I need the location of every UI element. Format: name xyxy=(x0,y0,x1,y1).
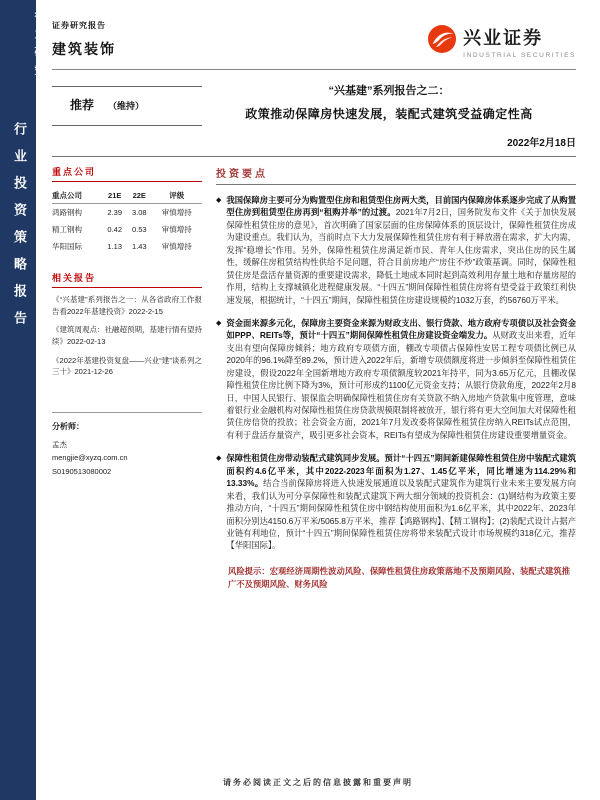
report-date: 2022年2月18日 xyxy=(52,134,576,157)
cell-22e: 3.08 xyxy=(131,208,147,217)
related-report-item: 《2022年基建投资复盘——兴业“建”谈系列之三十》2021-12-26 xyxy=(52,355,202,377)
diamond-bullet-icon: ◆ xyxy=(216,319,222,327)
body-columns xyxy=(52,165,576,591)
cell-22e: 0.53 xyxy=(131,225,147,234)
related-report-item: 《建筑周观点：社融超预期，基建行情有望持续》2022-02-13 xyxy=(52,325,202,346)
sidebar xyxy=(0,0,45,800)
key-companies-table xyxy=(52,188,202,255)
related-report-item: 《“兴基建”系列报告之一：从各省政府工作报告看2022年基建投资》2022-2-15 xyxy=(52,295,202,316)
sidebar-category-label: 行业研究 xyxy=(33,10,45,82)
analyst-email: mengjie@xyzq.com.cn xyxy=(52,453,128,463)
col-rating: 评级 xyxy=(152,188,202,204)
key-companies-heading: 重点公司 xyxy=(52,165,202,182)
sidebar-report-type-label: 行业投资策略报告 xyxy=(12,122,27,338)
cell-rating: 审慎增持 xyxy=(161,208,192,217)
cell-rating: 审慎增持 xyxy=(161,225,192,234)
bullet-body: 从财政支出来看，近年支出有望向保障房倾斜；地方政府专项债方面，棚改专项债占保障性安居工程专项债比例已从2020年的96.1%降至89.2%，预计进入2022年后，新增专项债额度将进一步倾斜至保障性租赁住房建设，假设2022年全国新增地方政府专项债额度较2021年持平，同为3.65万亿元，且棚改保障性租赁住房比例下降为3%，预计可形成约1100亿元资金支持；从银行贷款角度，2022年2月8日，中国人民银行、银保监会明确保障性租赁住房有关贷款不纳入房地产贷款集中度管理，意味着银行业金融机构对保障性租赁住房贷款规模限制将被放开，银行将有更大空间加大对保障性租赁住房信贷的投放；社会资金方面，2021年7月发改委将保障性租赁住房纳入REITs试点范围，有利于盘活存量资产，吸引更多社会资本，REITs有望成为保障性租赁住房建设重要增量资金。 xyxy=(226,330,576,440)
report-title xyxy=(202,80,576,126)
brand-subtitle: INDUSTRIAL SECURITIES xyxy=(463,52,576,59)
cell-21e: 0.42 xyxy=(107,225,123,234)
rating-status: （维持） xyxy=(108,101,145,111)
bullet-item xyxy=(216,452,576,552)
investment-points-heading: 投资要点 xyxy=(216,165,576,185)
analyst-heading: 分析师： xyxy=(52,421,84,431)
report-title-line1: “兴基建”系列报告之二： xyxy=(328,85,450,97)
related-reports-heading: 相关报告 xyxy=(52,271,202,288)
bullet-body: 2021年7月2日，国务院发布文件《关于加快发展保障性租赁住房的意见》，首次明确了国家层面的住房保障体系的顶层设计，保障性租赁住房成为建设重点。我们认为，当前时点下大力发展保障性租赁住房有利于释放潜在需求，扩大内需，发挥“稳增长”作用。另外，保障性租赁住房满足新市民、青年人住房需求，突出住房的民生属性，缓解住房租赁结构性供给不足问题，符合目前房地产“房住不炒”政策基调。同时，保障性租赁住房是盘活存量资源的重要建设需求，降低土地成本同时起到高效利用存量土地和存量房屋的作用，结构上支撑城镇化进程健康发展。“十四五”期间保障性租赁住房将有望受益于政策红利快速发展，根据统计，“十四五”期间，保障性租赁住房建设规模约1032万套，约56760万平米。 xyxy=(226,207,576,305)
table-row xyxy=(52,204,202,222)
left-column xyxy=(52,165,202,591)
bullet-lead: 保障性租赁住房带动装配式建筑同步发展。预计“十四五”期间新建保障性租赁住房中装配式建筑面积约4.6亿平米，其中2022-2023年面积为1.27、1.45亿平米，同比增速为114.29%和13.33%。 xyxy=(226,453,576,489)
bullet-text xyxy=(226,194,576,306)
cell-22e: 1.43 xyxy=(131,242,147,251)
cell-21e: 1.13 xyxy=(107,242,123,251)
rating-box xyxy=(52,86,202,126)
cell-rating: 审慎增持 xyxy=(161,242,192,251)
header-left xyxy=(52,20,116,59)
related-reports xyxy=(52,271,202,378)
main-column xyxy=(216,165,576,591)
title-row xyxy=(52,80,576,126)
industry-title: 建筑装饰 xyxy=(52,41,116,57)
col-22e: 22E xyxy=(127,188,152,204)
bullet-body: 结合当前保障房将进入快速发展通道以及装配式建筑作为建筑行业未来主要发展方向来看，我们认为可分享保障性和装配式建筑下两大细分领域的投资机会：(1)钢结构为政策主要推动方向，“十四五”期间保障性租赁住房中钢结构使用面积为1.6亿平米，其中2022年、2023年面积分别达4150.6万平米/5065.8万平米，推荐【鸿路钢构】、【精工钢构】；(2)装配式设计占据产业链有利地位，预计“十四五”期间保障性租赁住房将带来装配式设计市场规模约318亿元，推荐【华阳国际】。 xyxy=(226,478,576,551)
analyst-license: S0190513080002 xyxy=(52,466,112,476)
risk-warning: 风险提示：宏观经济周期性波动风险、保障性租赁住房政策落地不及预期风险、装配式建筑推广不及预期风险、财务风险 xyxy=(228,565,570,589)
cell-company: 精工钢构 xyxy=(52,225,82,234)
analyst-block xyxy=(52,412,202,479)
cell-21e: 2.39 xyxy=(107,208,123,217)
cell-company: 华阳国际 xyxy=(52,242,82,251)
table-header-row xyxy=(52,188,202,204)
bullet-item xyxy=(216,194,576,306)
col-company: 重点公司 xyxy=(52,188,102,204)
report-content xyxy=(36,0,600,800)
bullet-item xyxy=(216,317,576,441)
report-header xyxy=(52,20,576,70)
analyst-name: 孟杰 xyxy=(52,439,67,449)
brand-name: 兴业证券 xyxy=(463,28,544,48)
brand-text xyxy=(463,24,576,59)
brand-logo-icon xyxy=(427,24,457,59)
bullet-lead: 资金面来源多元化，保障房主要资金来源为财政支出、银行贷款、地方政府专项债以及社会资金如PPP、REITs等，预计“十四五”期间保障性租赁住房建设资金端发力。 xyxy=(226,317,576,341)
report-title-line2: 政策推动保障房快速发展，装配式建筑受益确定性高 xyxy=(245,107,533,121)
bullet-text xyxy=(226,317,576,441)
bullet-text xyxy=(226,452,576,552)
diamond-bullet-icon: ◆ xyxy=(216,197,222,204)
diamond-bullet-icon: ◆ xyxy=(216,455,222,463)
table-row xyxy=(52,238,202,255)
brand-block xyxy=(427,24,576,59)
rating-label: 推荐 xyxy=(70,98,95,112)
col-21e: 21E xyxy=(102,188,127,204)
cell-company: 鸿路钢构 xyxy=(52,208,82,217)
table-row xyxy=(52,221,202,238)
disclaimer-footer: 请务必阅读正文之后的信息披露和重要声明 xyxy=(223,778,413,787)
bullet-lead: 我国保障房主要可分为购置型住房和租赁型住房两大类，目前国内保障房体系逐步完成了从购置型住房到租赁型住房再到“租购并举”的过渡。 xyxy=(226,195,576,218)
report-type-label: 证券研究报告 xyxy=(52,21,106,30)
